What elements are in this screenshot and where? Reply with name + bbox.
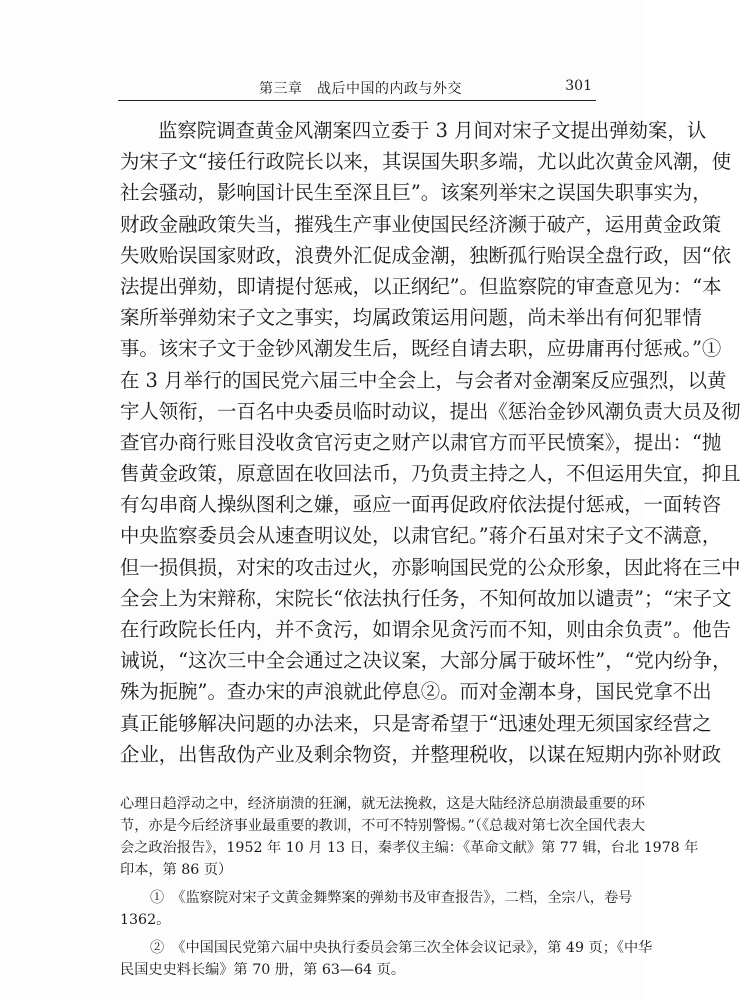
text-line: 事。该宋子文于金钞风潮发生后，既经自请去职，应毋庸再付惩戒。”①: [120, 337, 722, 361]
text-line: 法提出弹劾，即请提付惩戒，以正纲纪”。但监察院的审查意见为：“本: [120, 274, 722, 298]
text-line: 宇人领衔，一百名中央委员临时动议，提出《惩治金钞风潮负责大员及彻: [120, 399, 741, 423]
text-line: 为宋子文“接任行政院长以来，其误国失职多端，尤以此次黄金风潮，使: [120, 150, 732, 174]
text-line: 中央监察委员会从速查明议处，以肃官纪。”蒋介石虽对宋子文不满意，: [120, 524, 722, 548]
text-line: 但一损俱损，对宋的攻击过火，亦影响国民党的公众形象，因此将在三中: [120, 555, 741, 579]
footnotes: [120, 793, 699, 981]
text-line: 财政金融政策失当，摧残生产事业使国民经济濒于破产，运用黄金政策: [120, 212, 722, 236]
text-line: 在 3 月举行的国民党六届三中全会上，与会者对金潮案反应强烈，以黄: [120, 368, 727, 392]
footnote-2-line: 民国史史料长编》第 70 册，第 63—64 页。: [120, 962, 406, 978]
footnote-2-line: ② 《中国国民党第六届中央执行委员会第三次全体会议记录》，第 49 页；《中华: [150, 940, 653, 956]
footnote-line: 心理日趋浮动之中，经济崩溃的狂澜，就无法挽救，这是大陆经济总崩溃最重要的环: [120, 796, 645, 812]
text-line: 案所举弹劾宋子文之事实，均属政策运用问题，尚未举出有何犯罪情: [120, 306, 702, 330]
footnote-line: 印本，第 86 页）: [120, 862, 233, 878]
text-line: 在行政院长任内，并不贪污，如谓余见贪污而不知，则由余负责”。他告: [120, 618, 732, 641]
footnote-1-line: ① 《监察院对宋子文黄金舞弊案的弹劾书及审查报告》，二档，全宗八，卷号: [150, 890, 633, 906]
text-line: 企业，出售敌伪产业及剩余物资，并整理税收，以谋在短期内弥补财政: [120, 742, 722, 766]
text-line: 监察院调查黄金风潮案四立委于 3 月间对宋子文提出弹劾案，认: [158, 119, 707, 142]
text-line: 查官办商行账目没收贪官污吏之财产以肃官方而平民愤案》，提出：“抛: [120, 430, 722, 454]
text-line: 售黄金政策，原意固在收回法币，乃负责主持之人，不但运用失宜，抑且: [120, 462, 741, 486]
footnote-line: 会之政治报告》，1952 年 10 月 13 日，秦孝仪主编：《革命文献》第 77 辑，台北 1978 年: [120, 840, 699, 856]
text-line: 社会骚动，影响国计民生至深且巨”。该案列举宋之误国失职事实为，: [120, 181, 712, 205]
text-line: 有勾串商人操纵图利之嫌，亟应一面再促政府依法提付惩戒，一面转咨: [120, 493, 722, 517]
page-number: 301: [565, 78, 592, 94]
text-line: 全会上为宋辩称，宋院长“依法执行任务，不知何故加以谴责”；“宋子文: [120, 586, 732, 610]
footnote-line: 节，亦是今后经济事业最重要的教训，不可不特别警惕。”（《总裁对第七次全国代表大: [120, 818, 646, 834]
text-line: 失败贻误国家财政，浪费外汇促成金潮，独断孤行贻误全盘行政，因“依: [120, 243, 732, 267]
chapter-title: 第三章 战后中国的内政与外交: [259, 81, 462, 97]
text-line: 殊为扼腕”。查办宋的声浪就此停息②。而对金潮本身，国民党拿不出: [120, 680, 712, 704]
running-header: [118, 78, 596, 101]
text-line: 诫说，“这次三中全会通过之决议案，大部分属于破坏性”，“党内纷争，: [120, 649, 732, 673]
footnote-1-line: 1362。: [120, 912, 171, 928]
text-line: 真正能够解决问题的办法来，只是寄希望于“迅速处理无须国家经营之: [120, 711, 712, 735]
main-text: [120, 115, 741, 770]
